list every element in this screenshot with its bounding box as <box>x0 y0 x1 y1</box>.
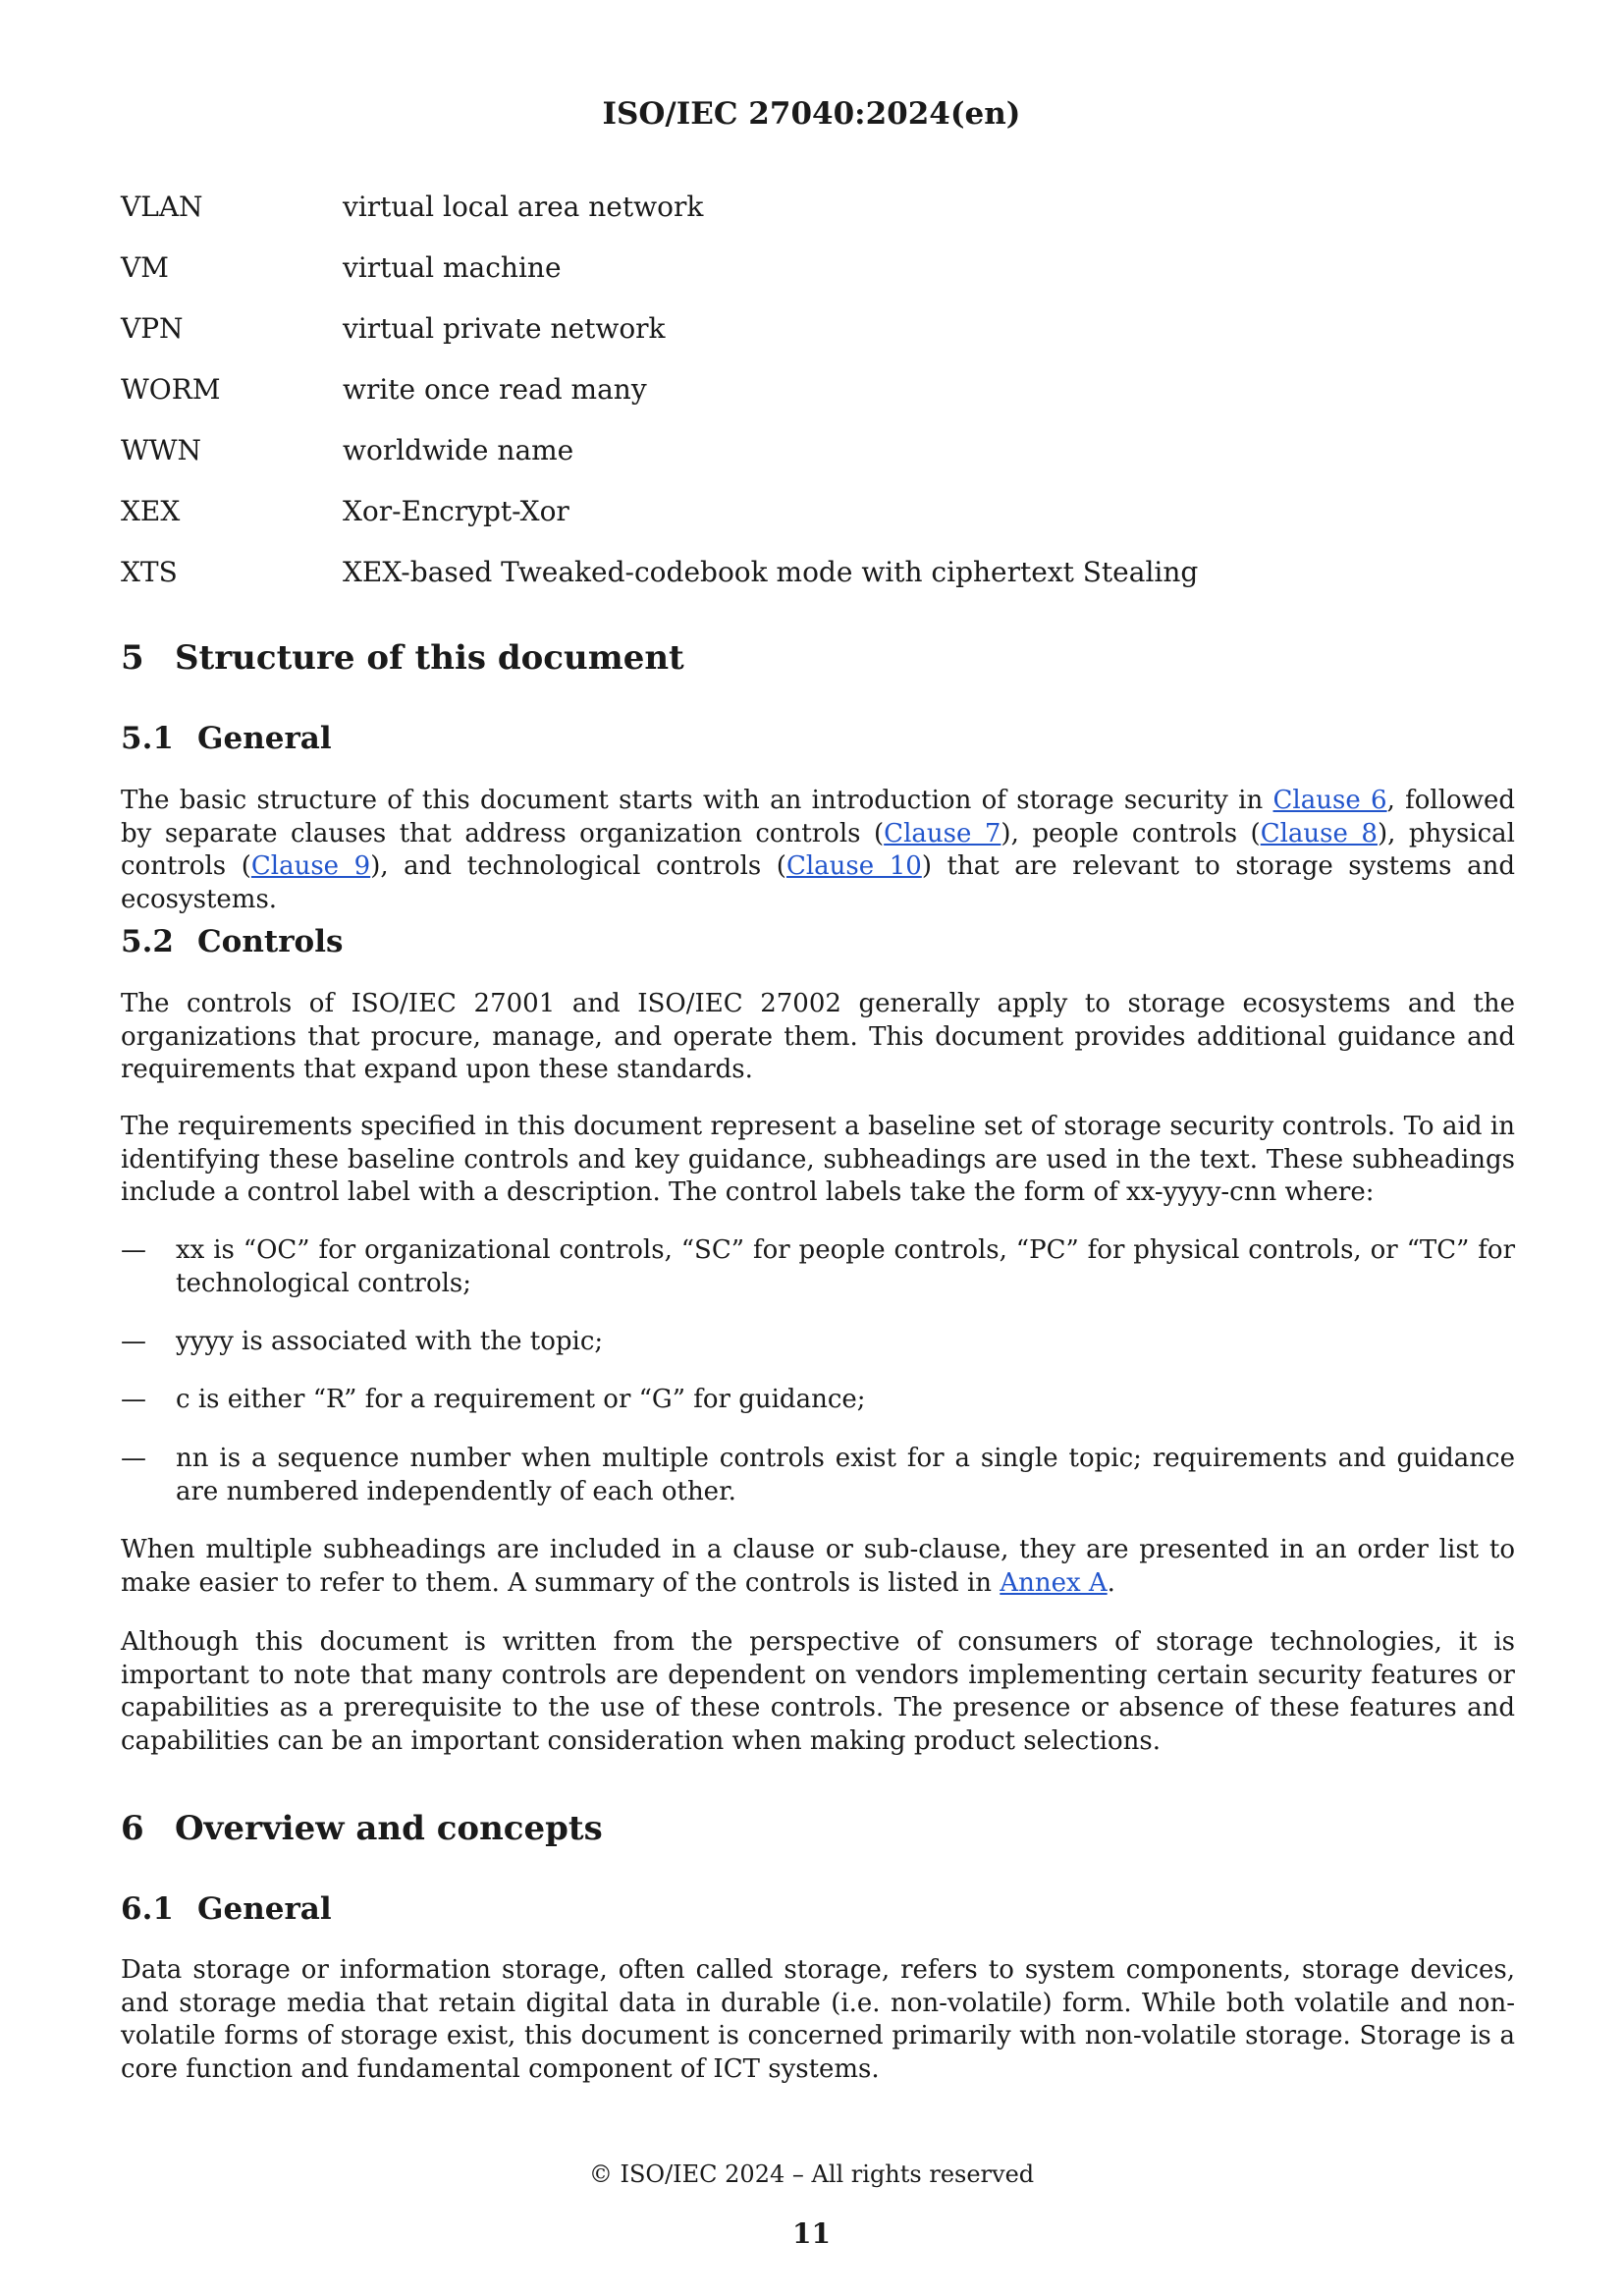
section-title: Structure of this document <box>175 638 684 678</box>
section-title: Overview and concepts <box>175 1809 603 1848</box>
paragraph: Data storage or information storage, often called storage, refers to system components, storage devices, and storage media that retain digital data in durable (i.e. non-volatile) form. While both volatile and non-volatile forms of storage exist, this document is concerned primarily with non-volatile storage. Storage is a core function and fundamental component of ICT systems. <box>121 1955 1515 2084</box>
abbreviation-term: VM <box>121 251 169 284</box>
abbreviation-definition: write once read many <box>343 373 647 406</box>
abbreviation-row <box>121 365 1515 426</box>
section-number: 5 <box>121 638 144 678</box>
subsection-heading <box>121 721 332 756</box>
abbreviation-definition: virtual machine <box>343 251 562 284</box>
abbreviation-definition: virtual local area network <box>343 191 704 223</box>
paragraph-text: ) that are relevant to storage systems and ecosystems. <box>121 851 1515 914</box>
subsection-title: Controls <box>197 924 344 959</box>
list-item <box>121 1384 1515 1417</box>
abbreviation-row <box>121 304 1515 365</box>
abbreviation-definition: XEX-based Tweaked-codebook mode with ciphertext Stealing <box>343 556 1199 588</box>
list-item-text: yyyy is associated with the topic; <box>176 1327 604 1356</box>
list-item-text: nn is a sequence number when multiple controls exist for a single topic; requirements and guidance are numbered independently of each other. <box>176 1444 1515 1506</box>
abbreviation-term: WORM <box>121 373 221 406</box>
subsection-number: 6.1 <box>121 1891 174 1927</box>
page-number: 11 <box>792 2217 831 2250</box>
paragraph: Although this document is written from the perspective of consumers of storage technologies, it is important to note that many controls are dependent on vendors implementing certain security features or capabilities as a prerequisite to the use of these controls. The presence or absence of these features and capabilities can be an important consideration when making product selections. <box>121 1627 1515 1756</box>
copyright-notice: © ISO/IEC 2024 – All rights reserved <box>588 2160 1035 2188</box>
abbreviation-term: XTS <box>121 556 178 588</box>
annex-link[interactable]: Annex A <box>1000 1567 1108 1598</box>
paragraph: The controls of ISO/IEC 27001 and ISO/IEC 27002 generally apply to storage ecosystems and the organizations that procure, manage, and operate them. This document provides additional guidance and requirements that expand upon these standards. <box>121 989 1515 1084</box>
paragraph-text: The basic structure of this document starts with an introduction of storage security in <box>121 786 1273 815</box>
paragraph-text: ), people controls ( <box>1001 818 1261 848</box>
abbreviation-row <box>121 487 1515 548</box>
paragraph-text: . <box>1107 1567 1115 1598</box>
abbreviation-term: VLAN <box>121 191 203 223</box>
clause-link[interactable]: Clause 7 <box>884 818 1001 848</box>
abbreviation-row <box>121 548 1515 609</box>
dash-bullet: — <box>121 1385 146 1414</box>
list-item <box>121 1234 1515 1300</box>
abbreviation-row <box>121 183 1515 244</box>
subsection-heading <box>121 1891 332 1927</box>
dash-bullet: — <box>121 1327 146 1356</box>
abbreviation-term: XEX <box>121 495 181 527</box>
clause-link[interactable]: Clause 10 <box>785 851 922 881</box>
abbreviation-term: WWN <box>121 434 202 466</box>
paragraph-text: ), and technological controls ( <box>370 851 786 881</box>
clause-link[interactable]: Clause 6 <box>1272 786 1387 815</box>
paragraph: The requirements specified in this document represent a baseline set of storage security controls. To aid in identifying these baseline controls and key guidance, subheadings are used in the text. These subheadings include a control label with a description. The control labels take the form of xx-yyyy-cnn where: <box>121 1112 1515 1207</box>
list-item <box>121 1326 1515 1359</box>
subsection-title: General <box>197 721 332 756</box>
abbreviation-row <box>121 426 1515 487</box>
paragraph <box>121 785 1515 916</box>
abbreviation-term: VPN <box>121 312 184 345</box>
section-heading <box>121 1809 603 1848</box>
dash-bullet: — <box>121 1444 146 1473</box>
abbreviation-row <box>121 244 1515 304</box>
paragraph-text: ), physical controls ( <box>121 818 1515 881</box>
subsection-number: 5.2 <box>121 924 174 959</box>
paragraph-text: When multiple subheadings are included in a clause or sub-clause, they are presented in an order list to make easier to refer to them. A summary of the controls is listed in <box>121 1535 1515 1598</box>
list-item-text: xx is “OC” for organizational controls, “SC” for people controls, “PC” for physical controls, or “TC” for technological controls; <box>176 1235 1515 1298</box>
section-heading <box>121 638 684 678</box>
section-number: 6 <box>121 1809 144 1848</box>
abbreviation-definition: virtual private network <box>343 312 666 345</box>
paragraph-text: , followed by separate clauses that address organization controls ( <box>121 786 1515 848</box>
abbreviation-definition: worldwide name <box>343 434 574 466</box>
abbreviation-list <box>121 183 1515 609</box>
paragraph <box>121 1534 1515 1600</box>
list-item <box>121 1443 1515 1508</box>
dash-bullet: — <box>121 1235 146 1265</box>
subsection-title: General <box>197 1891 332 1927</box>
subsection-heading <box>121 924 343 959</box>
abbreviation-definition: Xor-Encrypt-Xor <box>343 495 569 527</box>
clause-link[interactable]: Clause 9 <box>250 851 371 881</box>
clause-link[interactable]: Clause 8 <box>1260 818 1378 848</box>
document-header: ISO/IEC 27040:2024(en) <box>602 96 1021 132</box>
subsection-number: 5.1 <box>121 721 174 756</box>
list-item-text: c is either “R” for a requirement or “G” for guidance; <box>176 1385 866 1414</box>
